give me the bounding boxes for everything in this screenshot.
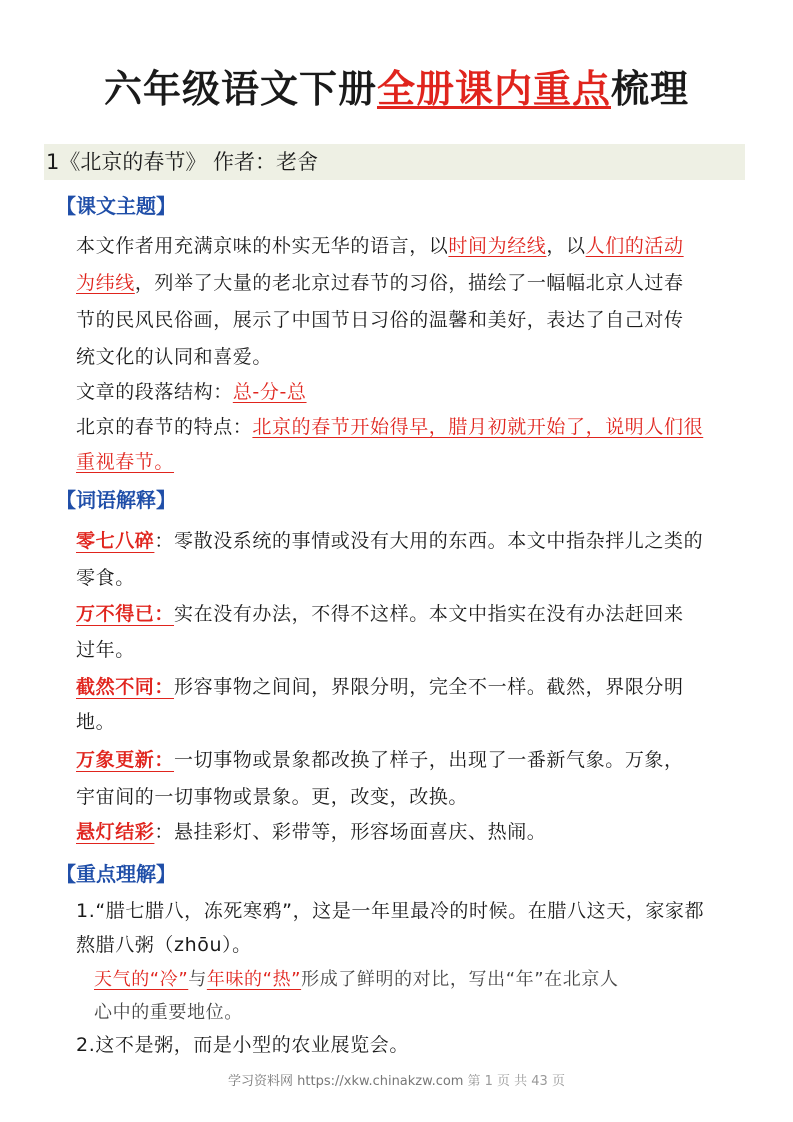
note-highlight-cold: 天气的“冷” xyxy=(94,969,189,990)
theme-highlight-time: 时间为经线 xyxy=(448,235,547,257)
structure-line xyxy=(76,374,307,411)
key-point-2: 2.这不是粥，而是小型的农业展览会。 xyxy=(76,1034,409,1056)
vocab-item-continuation: 零食。 xyxy=(76,567,135,589)
feature-value-2: 重视春节。 xyxy=(76,451,175,473)
theme-highlight-weft: 为纬线 xyxy=(76,272,135,294)
vocab-term: 万象更新： xyxy=(76,749,175,771)
feature-label: 北京的春节的特点： xyxy=(76,416,253,438)
theme-heading: 【课文主题】 xyxy=(56,194,176,218)
vocab-term: 零七八碎 xyxy=(76,530,155,552)
theme-line-2: 为纬线，列举了大量的老北京过春节的习俗，描绘了一幅幅北京人过春 xyxy=(76,272,684,294)
page-footer xyxy=(0,1070,793,1089)
vocab-item-continuation: 宇宙间的一切事物或景象。更，改变，改换。 xyxy=(76,786,469,808)
note-highlight-hot: 年味的“热” xyxy=(206,969,302,990)
key-heading: 【重点理解】 xyxy=(56,862,176,886)
page-title xyxy=(0,58,793,113)
vocab-item: 万象更新：一切事物或景象都改换了样子，出现了一番新气象。万象， xyxy=(76,749,684,771)
vocab-term: 悬灯结彩 xyxy=(76,821,155,843)
feature-line-1 xyxy=(76,409,703,446)
vocab-term: 万不得已： xyxy=(76,603,175,625)
vocab-item: 万不得已：实在没有办法，不得不这样。本文中指实在没有办法赶回来 xyxy=(76,603,684,625)
title-highlight: 全册课内重点 xyxy=(376,67,611,111)
vocab-item: 零七八碎：零散没系统的事情或没有大用的东西。本文中指杂拌儿之类的 xyxy=(76,530,704,552)
vocab-item-continuation: 地。 xyxy=(76,711,116,733)
feature-value-1: 北京的春节开始得早，腊月初就开始了，说明人们很 xyxy=(252,416,704,438)
footer-page-number: 第 1 页 共 43 页 xyxy=(467,1074,565,1089)
key-point-1-note: 天气的“冷”与年味的“热”形成了鲜明的对比，写出“年”在北京人 xyxy=(94,969,619,990)
key-point-1-line-2: 熬腊八粥（zhōu）。 xyxy=(76,934,252,956)
vocab-item: 悬灯结彩：悬挂彩灯、彩带等，形容场面喜庆、热闹。 xyxy=(76,821,547,843)
vocab-item: 截然不同：形容事物之间间，界限分明，完全不一样。截然，界限分明 xyxy=(76,676,684,698)
vocab-item-continuation: 过年。 xyxy=(76,639,135,661)
lesson-header: 1《北京的春节》 作者：老舍 xyxy=(44,144,745,180)
theme-line-1: 本文作者用充满京味的朴实无华的语言，以时间为经线，以人们的活动 xyxy=(76,235,684,257)
title-part1: 六年级语文下册 xyxy=(103,67,377,111)
footer-site: 学习资料网 https://xkw.chinakzw.com xyxy=(228,1074,464,1089)
vocab-term: 截然不同： xyxy=(76,676,175,698)
theme-line-3: 节的民风民俗画，展示了中国节日习俗的温馨和美好，表达了自己对传 xyxy=(76,309,684,331)
title-part2: 梳理 xyxy=(611,67,690,111)
theme-paragraph xyxy=(76,228,684,265)
structure-label: 文章的段落结构： xyxy=(76,381,233,403)
key-point-1-note-line-2: 心中的重要地位。 xyxy=(94,1002,243,1023)
vocab-heading: 【词语解释】 xyxy=(56,488,176,512)
structure-value: 总-分-总 xyxy=(232,381,307,403)
feature-line-2 xyxy=(76,444,174,481)
theme-highlight-activity: 人们的活动 xyxy=(585,235,684,257)
key-point-1-line-1: 1.“腊七腊八，冻死寒鸦”，这是一年里最冷的时候。在腊八这天，家家都 xyxy=(76,900,705,922)
theme-line-4: 统文化的认同和喜爱。 xyxy=(76,346,273,368)
